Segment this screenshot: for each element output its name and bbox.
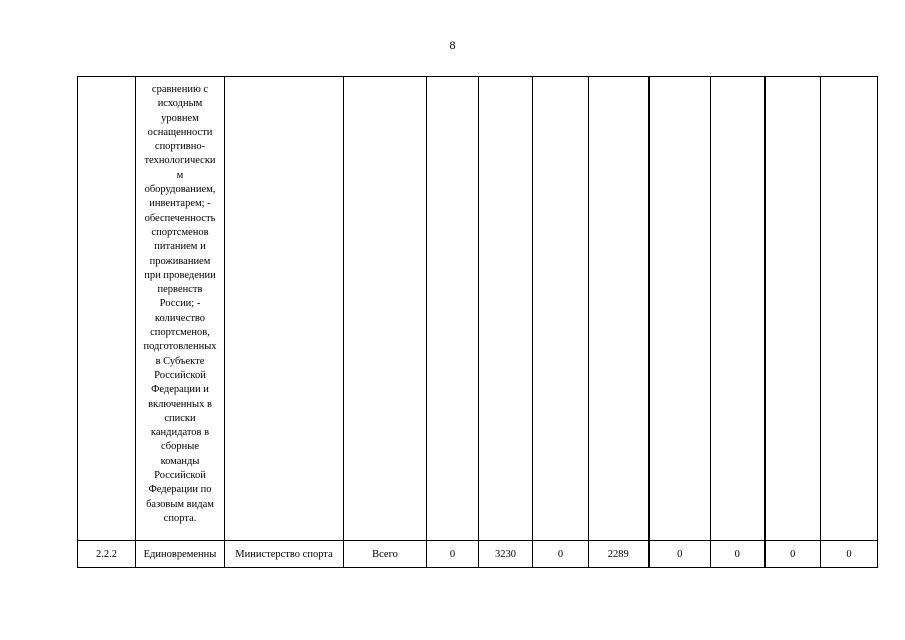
description-line: питанием и — [154, 241, 206, 253]
description-line: спортивно- — [154, 141, 206, 153]
cell-empty — [344, 77, 427, 541]
description-line: проживанием — [149, 255, 211, 267]
description-line: м — [176, 169, 184, 181]
cell-empty — [821, 77, 878, 541]
description-line: команды — [160, 455, 200, 467]
continuation-row — [78, 77, 878, 541]
description-line: количество — [154, 312, 206, 324]
program-table — [77, 76, 878, 568]
description-line: включенных в — [148, 398, 212, 410]
cell-empty — [479, 77, 533, 541]
row-executor: Министерство спорта — [225, 541, 344, 568]
description-line: базовым видам — [146, 498, 214, 510]
cell-empty — [78, 77, 136, 541]
description-line: кандидатов в — [150, 427, 210, 439]
value-cell: 3230 — [479, 541, 533, 568]
description-line: Федерации и — [151, 384, 209, 396]
page-number: 8 — [449, 38, 456, 52]
description-line: Федерации по — [148, 484, 212, 496]
description-line: спортсменов — [151, 226, 209, 238]
value-cell: 0 — [427, 541, 479, 568]
cell-empty — [711, 77, 765, 541]
cell-empty — [649, 77, 711, 541]
row-source: Всего — [344, 541, 427, 568]
description-line: России; - — [159, 298, 201, 310]
description-line: технологически — [144, 155, 216, 167]
description-line: инвентарем; - — [149, 198, 211, 210]
description-line: спорта. — [163, 512, 197, 524]
description-line: сравнению с — [151, 84, 209, 95]
description-line: Российской — [154, 369, 206, 381]
description-line: списки — [164, 412, 196, 424]
description-line: при проведении — [144, 269, 216, 281]
description-line: первенств — [157, 284, 203, 296]
cell-empty — [765, 77, 821, 541]
value-cell: 0 — [711, 541, 765, 568]
description-line: оснащенности — [147, 126, 213, 138]
cell-empty — [589, 77, 649, 541]
cell-empty — [225, 77, 344, 541]
value-cell: 2289 — [589, 541, 649, 568]
row-number: 2.2.2 — [78, 541, 136, 568]
table-row — [78, 541, 878, 568]
row-name: Единовременны — [136, 541, 225, 568]
description-line: уровнем — [161, 112, 199, 124]
description-line: оборудованием, — [144, 184, 216, 196]
description-line: подготовленных — [143, 341, 217, 353]
value-cell: 0 — [533, 541, 589, 568]
value-cell: 0 — [821, 541, 878, 568]
description-cell — [136, 77, 225, 541]
cell-empty — [427, 77, 479, 541]
description-line: исходным — [157, 98, 203, 110]
description-line: обеспеченность — [144, 212, 216, 224]
value-cell: 0 — [649, 541, 711, 568]
description-line: сборные — [161, 441, 199, 453]
description-line: спортсменов, — [150, 327, 210, 339]
description-line: в Субъекте — [155, 355, 205, 367]
cell-empty — [533, 77, 589, 541]
description-line: Российской — [154, 470, 206, 482]
value-cell: 0 — [765, 541, 821, 568]
description-text — [136, 77, 224, 526]
